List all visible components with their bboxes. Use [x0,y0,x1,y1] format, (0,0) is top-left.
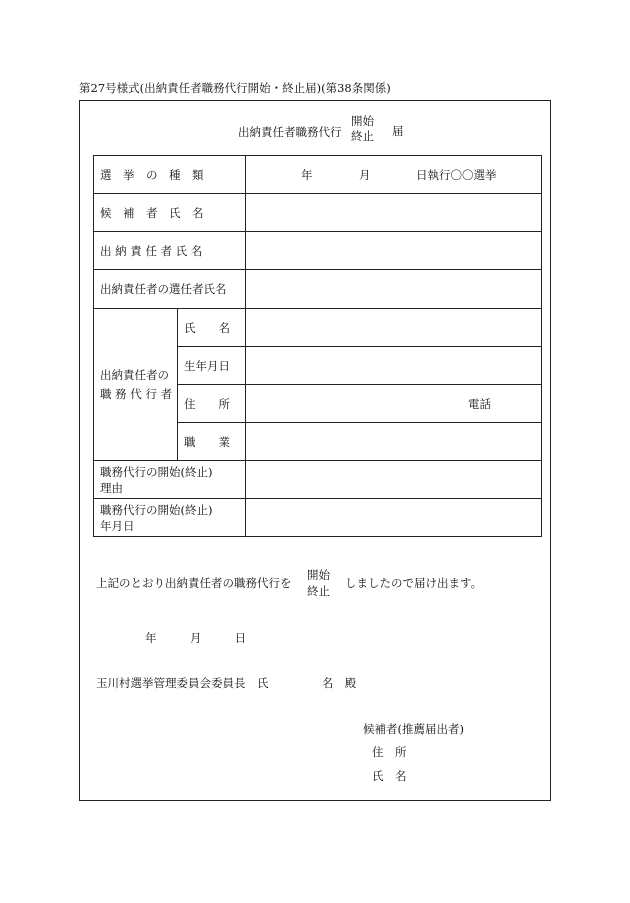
appointer-name-field[interactable] [246,270,542,309]
submission-day-label: 日 [234,631,247,645]
submission-date[interactable] [145,630,246,646]
addressee-suffix: 名 殿 [321,676,357,690]
deputy-birthdate-label: 生年月日 [178,347,246,385]
statement-before: 上記のとおり出納責任者の職務代行を [96,576,292,590]
start-end-date-row [94,499,542,537]
deputy-label: 出納責任者の 職 務 代 行 者 [94,309,178,461]
reason-label: 職務代行の開始(終止) 理由 [94,461,246,499]
addressee-line [96,675,356,691]
deputy-name-row [94,309,542,347]
deputy-name-field[interactable] [246,309,542,347]
statement-option-stack [307,567,330,599]
addressee-prefix: 玉川村選挙管理委員会委員長 氏 [96,676,269,690]
deputy-phone-label: 電話 [468,397,491,411]
statement-after: しましたので届け出ます。 [345,576,483,590]
statement-option-end: 終止 [307,584,330,598]
candidate-address-label: 住 所 [372,745,407,759]
deputy-birthdate-field[interactable] [246,347,542,385]
election-month-label: 月 [359,168,371,182]
submission-year-label: 年 [145,631,157,645]
candidate-name-label: 候 補 者 氏 名 [94,194,246,232]
title-option-end: 終止 [351,129,374,143]
election-type-field[interactable] [246,156,542,194]
candidate-title: 候補者(推薦届出者) [363,722,464,736]
treasurer-name-label: 出 納 責 任 者 氏 名 [94,232,246,270]
statement-option-start: 開始 [307,568,330,582]
reason-field[interactable] [246,461,542,499]
form-table [93,155,542,537]
election-type-row [94,156,542,194]
election-type-label: 選 挙 の 種 類 [94,156,246,194]
title-suffix: 届 [392,124,404,138]
appointer-name-label: 出納責任者の選任者氏名 [94,270,246,309]
form-frame [79,100,551,801]
candidate-name-field[interactable] [246,194,542,232]
form-number-caption: 第27号様式(出納責任者職務代行開始・終止届)(第38条関係) [79,81,391,95]
reason-row [94,461,542,499]
submission-month-label: 月 [189,631,202,645]
deputy-occupation-field[interactable] [246,423,542,461]
form-title: 出納責任者職務代行 [238,125,342,139]
treasurer-name-field[interactable] [246,232,542,270]
start-end-date-field[interactable] [246,499,542,537]
election-day-held-label: 日執行〇〇選挙 [416,168,497,182]
deputy-occupation-label: 職 業 [178,423,246,461]
deputy-address-label: 住 所 [178,385,246,423]
deputy-name-label: 氏 名 [178,309,246,347]
title-option-stack [351,114,374,144]
candidate-name-row [94,194,542,232]
appointer-name-row [94,270,542,309]
election-year-label: 年 [301,168,313,182]
candidate-name-signature-label: 氏 名 [372,769,407,783]
title-option-start: 開始 [351,114,374,128]
deputy-address-field[interactable] [246,385,542,423]
start-end-date-label: 職務代行の開始(終止) 年月日 [94,499,246,537]
treasurer-name-row [94,232,542,270]
